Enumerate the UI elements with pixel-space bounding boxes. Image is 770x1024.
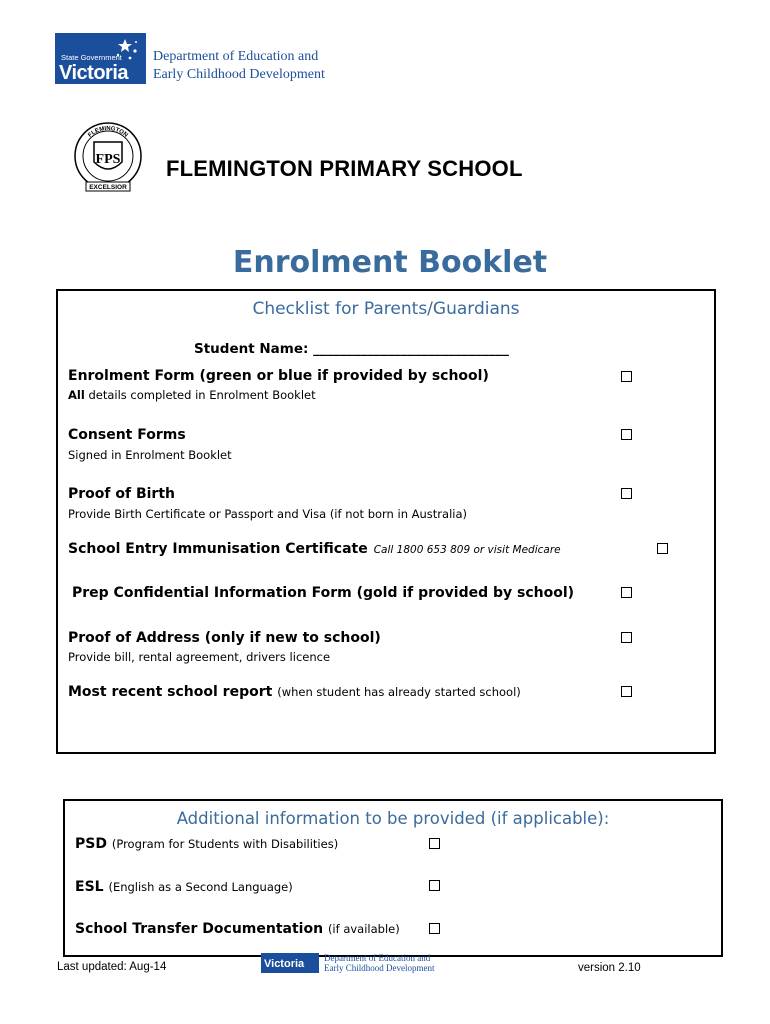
logo-small-text: State Government xyxy=(61,53,122,62)
additional-item-esl: ESL (English as a Second Language) xyxy=(75,879,293,895)
additional-item-psd: PSD (Program for Students with Disabilities) xyxy=(75,836,339,852)
esl-checkbox[interactable] xyxy=(429,880,440,891)
footer-victoria-logo: Victoria xyxy=(261,953,319,973)
proof-of-address-checkbox[interactable] xyxy=(621,632,632,643)
version-label: version 2.10 xyxy=(578,962,641,974)
proof-of-birth-checkbox[interactable] xyxy=(621,488,632,499)
crest-motto: EXCELSIOR xyxy=(89,184,127,191)
checklist-subtitle: Checklist for Parents/Guardians xyxy=(252,299,520,319)
checklist-item-school-report: Most recent school report (when student has already started school) xyxy=(68,684,521,700)
student-name-line: Student Name: _____________________________ xyxy=(194,341,509,357)
victoria-logo xyxy=(55,33,146,84)
checklist-item-enrolment-desc: All details completed in Enrolment Booklet xyxy=(68,388,316,402)
checklist-item-proof-of-address: Proof of Address (only if new to school) xyxy=(68,630,381,646)
last-updated: Last updated: Aug-14 xyxy=(57,961,167,973)
checklist-item-immunisation: School Entry Immunisation Certificate Call 1800 653 809 or visit Medicare xyxy=(68,541,561,557)
enrolment-form-checkbox[interactable] xyxy=(621,371,632,382)
checklist-item-birth-desc: Provide Birth Certificate or Passport and Visa (if not born in Australia) xyxy=(68,507,467,521)
immunisation-checkbox[interactable] xyxy=(657,543,668,554)
svg-text:FLEMINGTON xyxy=(87,126,128,139)
additional-info-box xyxy=(63,799,723,957)
page-title: Enrolment Booklet xyxy=(232,245,548,280)
psd-checkbox[interactable] xyxy=(429,838,440,849)
checklist-box xyxy=(56,289,716,754)
checklist-item-consent-forms: Consent Forms xyxy=(68,427,186,443)
checklist-item-consent-desc: Signed in Enrolment Booklet xyxy=(68,448,232,462)
school-report-checkbox[interactable] xyxy=(621,686,632,697)
checklist-item-proof-of-birth: Proof of Birth xyxy=(68,486,175,502)
additional-subtitle: Additional information to be provided (if applicable): xyxy=(176,809,610,828)
crest-top-text: FLEMINGTON xyxy=(87,125,129,139)
school-name: FLEMINGTON PRIMARY SCHOOL xyxy=(166,156,523,181)
transfer-checkbox[interactable] xyxy=(429,923,440,934)
checklist-item-enrolment-form: Enrolment Form (green or blue if provided by school) xyxy=(68,368,489,384)
crest-letters: FPS xyxy=(95,152,121,167)
consent-forms-checkbox[interactable] xyxy=(621,429,632,440)
school-crest xyxy=(72,118,144,198)
additional-item-transfer: School Transfer Documentation (if available) xyxy=(75,921,400,937)
prep-form-checkbox[interactable] xyxy=(621,587,632,598)
checklist-item-prep-form: Prep Confidential Information Form (gold if provided by school) xyxy=(72,585,575,601)
checklist-item-address-desc: Provide bill, rental agreement, drivers licence xyxy=(68,650,331,664)
footer-department-name: Department of Education and Early Childhood Development xyxy=(324,953,435,973)
department-name: Department of Education and Early Childhood Development xyxy=(153,49,325,82)
logo-main-text: Victoria xyxy=(59,62,128,84)
